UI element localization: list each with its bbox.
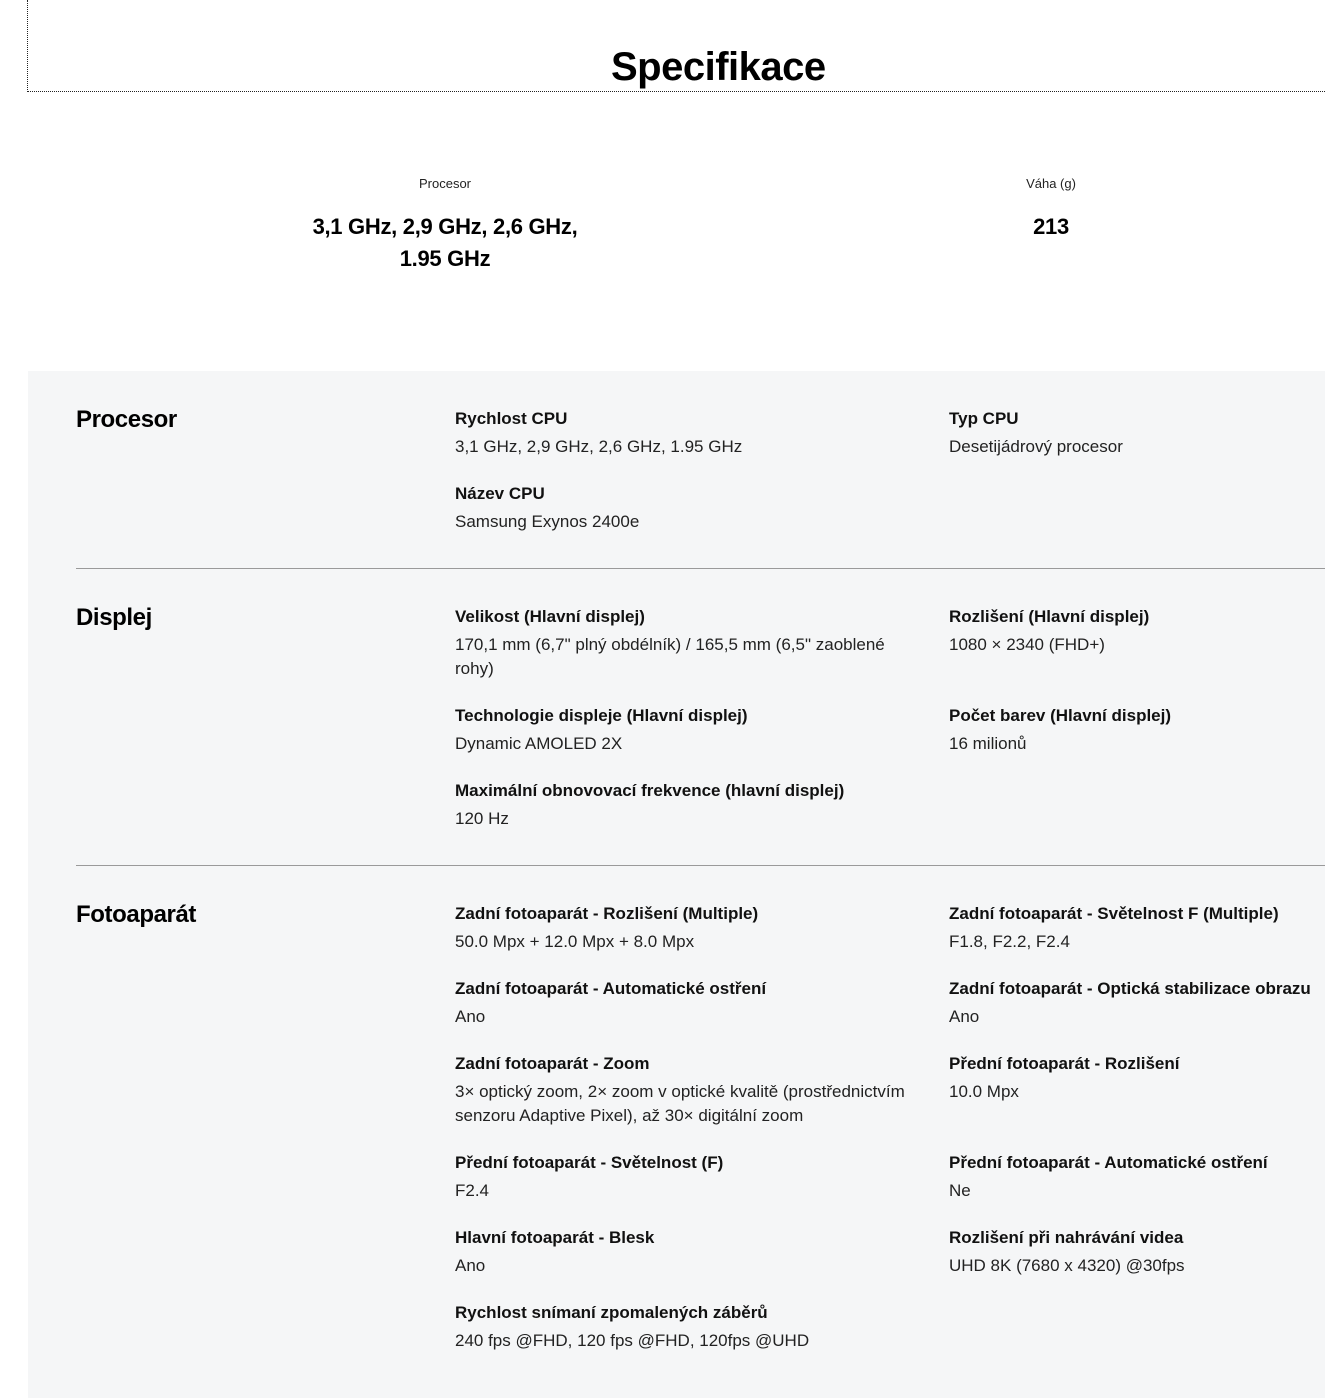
spec-value: 3× optický zoom, 2× zoom v optické kvalitě (prostřednictvím senzoru Adaptive Pixel), až 30× digitální zoom [455,1082,905,1125]
spec-label: Rychlost snímaní zpomalených záběrů [455,1303,768,1322]
spec-item-cpu-type [949,408,1325,459]
highlight-label: Váha (g) [1026,176,1076,191]
spec-label: Přední fotoaparát - Rozlišení [949,1054,1180,1073]
spec-label: Počet barev (Hlavní displej) [949,706,1172,725]
spec-item-rear-autofocus [455,978,905,1029]
spec-item-front-autofocus [949,1152,1325,1203]
spec-grid [455,408,1325,534]
spec-value: 16 milionů [949,734,1027,753]
spec-grid [455,606,1325,831]
spec-item-rear-zoom [455,1053,905,1128]
spec-value: Ano [455,1007,486,1026]
spec-label: Zadní fotoaparát - Rozlišení (Multiple) [455,904,759,923]
spec-item-display-resolution [949,606,1325,681]
section-camera [76,866,1325,1398]
spec-label: Zadní fotoaparát - Světelnost F (Multiple) [949,904,1279,923]
spec-value: UHD 8K (7680 x 4320) @30fps [949,1256,1185,1275]
page-title: Specifikace [611,45,826,89]
section-display [76,569,1325,866]
spec-value: Ano [949,1007,980,1026]
spec-value: 1080 × 2340 (FHD+) [949,635,1105,654]
spec-item-display-colors [949,705,1325,756]
spec-item-flash [455,1227,905,1278]
spec-item-display-size [455,606,905,681]
spec-item-front-aperture [455,1152,905,1203]
spec-label: Hlavní fotoaparát - Blesk [455,1228,655,1247]
spec-item-rear-resolution [455,903,905,954]
spec-label: Přední fotoaparát - Automatické ostření [949,1153,1268,1172]
spec-grid [455,903,1325,1353]
highlight-processor [295,175,595,275]
spec-label: Zadní fotoaparát - Automatické ostření [455,979,767,998]
spec-value: Ne [949,1181,971,1200]
spec-label: Název CPU [455,484,545,503]
spec-item-front-resolution [949,1053,1325,1128]
spec-label: Rozlišení při nahrávání videa [949,1228,1184,1247]
spec-value: Desetijádrový procesor [949,437,1123,456]
spec-label: Rozlišení (Hlavní displej) [949,607,1150,626]
spec-value: Ano [455,1256,486,1275]
spec-value: 240 fps @FHD, 120 fps @FHD, 120fps @UHD [455,1331,810,1350]
section-title: Displej [76,604,152,631]
highlight-label: Procesor [418,176,472,191]
spec-list [28,371,1325,1398]
spec-value: 50.0 Mpx + 12.0 Mpx + 8.0 Mpx [455,932,695,951]
section-processor [76,371,1325,569]
section-title: Fotoaparát [76,901,197,928]
spec-item-rear-ois [949,978,1325,1029]
spec-label: Typ CPU [949,409,1019,428]
spec-value: F2.4 [455,1181,490,1200]
spec-item-refresh-rate [455,780,905,831]
spec-label: Technologie displeje (Hlavní displej) [455,706,748,725]
spec-item-cpu-name [455,483,905,534]
spec-label: Zadní fotoaparát - Zoom [455,1054,650,1073]
spec-label: Zadní fotoaparát - Optická stabilizace obrazu [949,979,1311,998]
spec-label: Rychlost CPU [455,409,568,428]
spec-value: 10.0 Mpx [949,1082,1019,1101]
spec-value: Dynamic AMOLED 2X [455,734,623,753]
section-title: Procesor [76,406,177,433]
highlight-weight [951,175,1151,243]
spec-value: 3,1 GHz, 2,9 GHz, 2,6 GHz, 1.95 GHz [455,437,743,456]
spec-label: Velikost (Hlavní displej) [455,607,645,626]
spec-item-slow-motion [455,1302,905,1353]
spec-item-video-resolution [949,1227,1325,1278]
spec-value: 170,1 mm (6,7" plný obdélník) / 165,5 mm (6,5" zaoblené rohy) [455,635,885,678]
spec-item-cpu-speed [455,408,905,459]
spec-item-rear-aperture [949,903,1325,954]
spec-label: Maximální obnovovací frekvence (hlavní displej) [455,781,845,800]
spec-label: Přední fotoaparát - Světelnost (F) [455,1153,724,1172]
highlight-value: 213 [1033,214,1069,239]
spec-value: Samsung Exynos 2400e [455,512,640,531]
spec-item-display-technology [455,705,905,756]
spec-value: 120 Hz [455,809,509,828]
highlight-value: 3,1 GHz, 2,9 GHz, 2,6 GHz, 1.95 GHz [312,214,578,271]
spec-value: F1.8, F2.2, F2.4 [949,932,1070,951]
